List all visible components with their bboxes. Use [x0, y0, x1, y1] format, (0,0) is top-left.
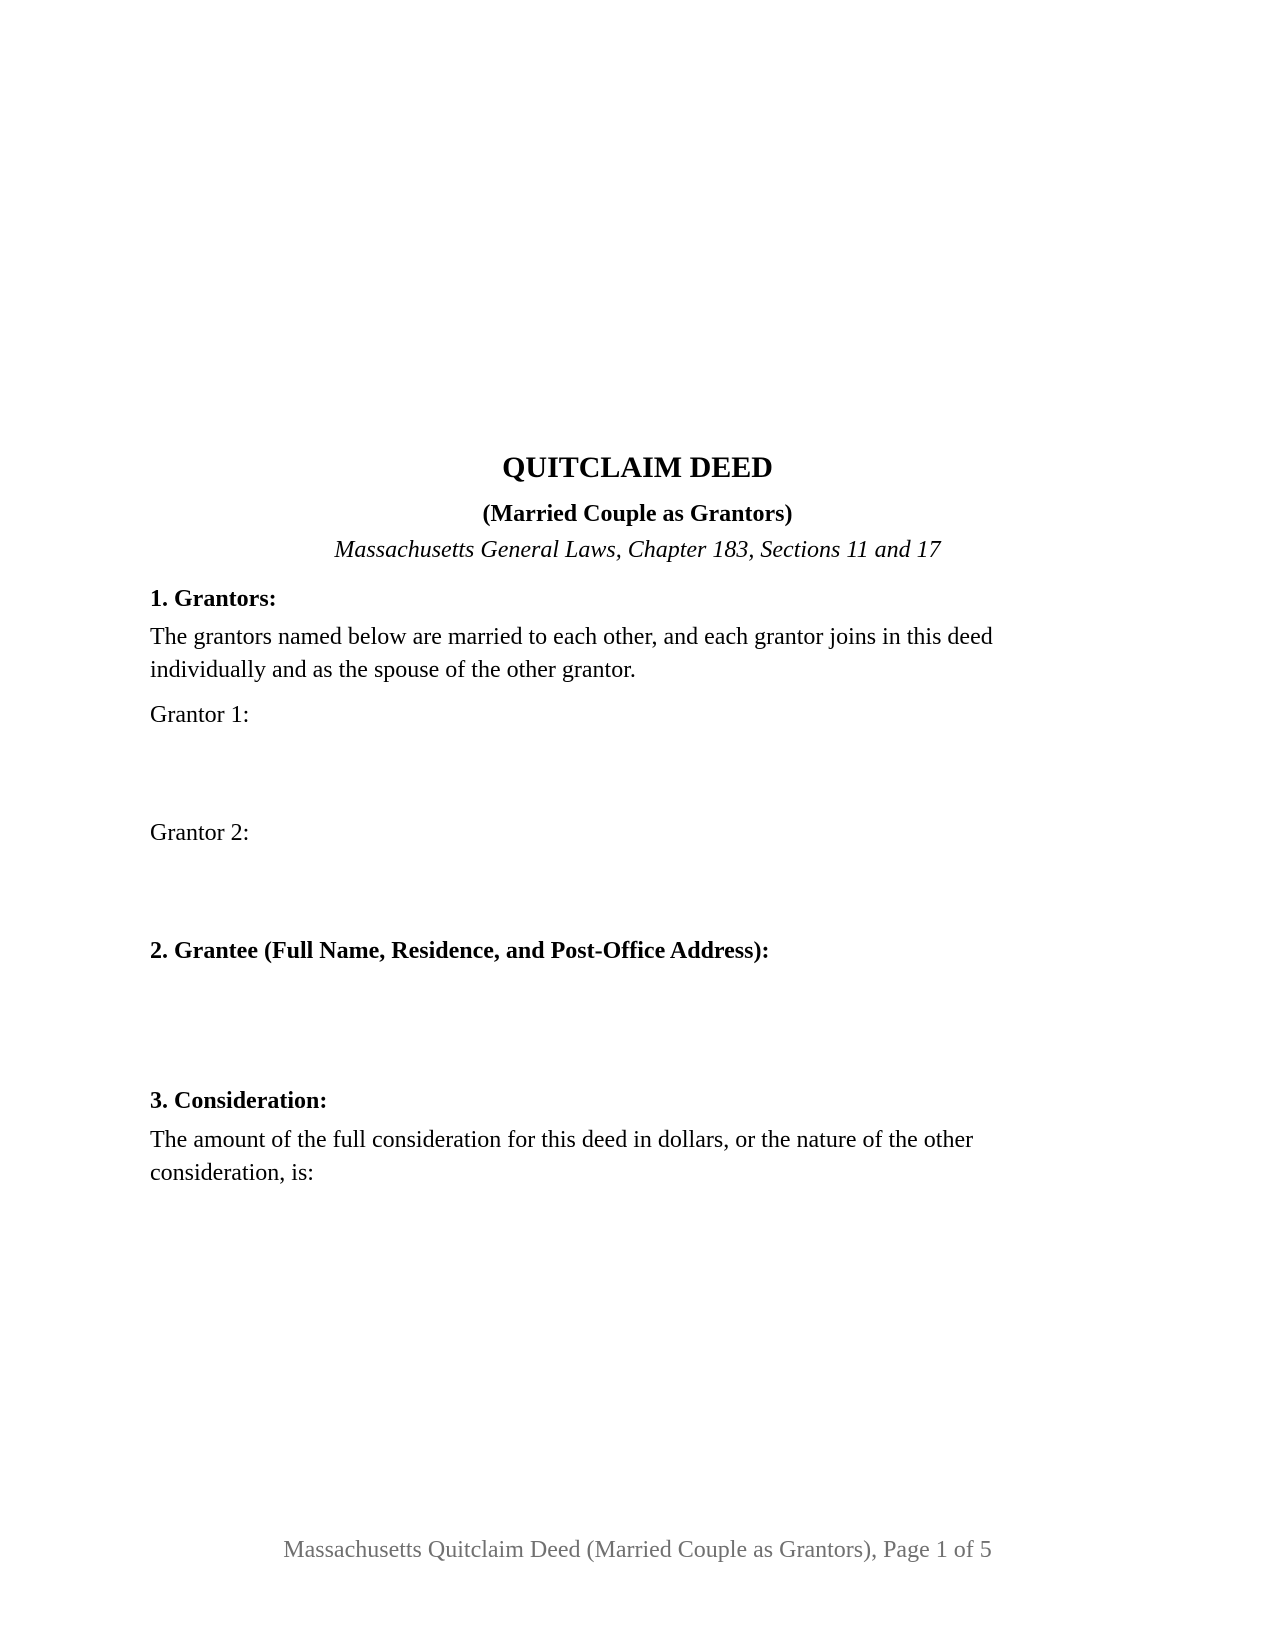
- document-subtitle: (Married Couple as Grantors): [482, 501, 793, 527]
- grantor-1-label: Grantor 1:: [150, 702, 250, 728]
- page-footer: Massachusetts Quitclaim Deed (Married Couple as Grantors), Page 1 of 5: [283, 1537, 992, 1563]
- grantor-2-label: Grantor 2:: [150, 820, 250, 846]
- document-title: QUITCLAIM DEED: [502, 451, 773, 484]
- consideration-text: The amount of the full consideration for this deed in dollars, or the nature of the other consideration, is:: [150, 1127, 974, 1186]
- statute-reference: Massachusetts General Laws, Chapter 183, Sections 11 and 17: [334, 537, 941, 563]
- consideration-heading: 3. Consideration:: [150, 1088, 328, 1114]
- grantors-heading: 1. Grantors:: [150, 586, 277, 612]
- grantors-text: The grantors named below are married to each other, and each grantor joins in this deed individually and as the spouse of the other grantor.: [150, 624, 993, 683]
- grantee-heading: 2. Grantee (Full Name, Residence, and Post-Office Address):: [150, 938, 770, 964]
